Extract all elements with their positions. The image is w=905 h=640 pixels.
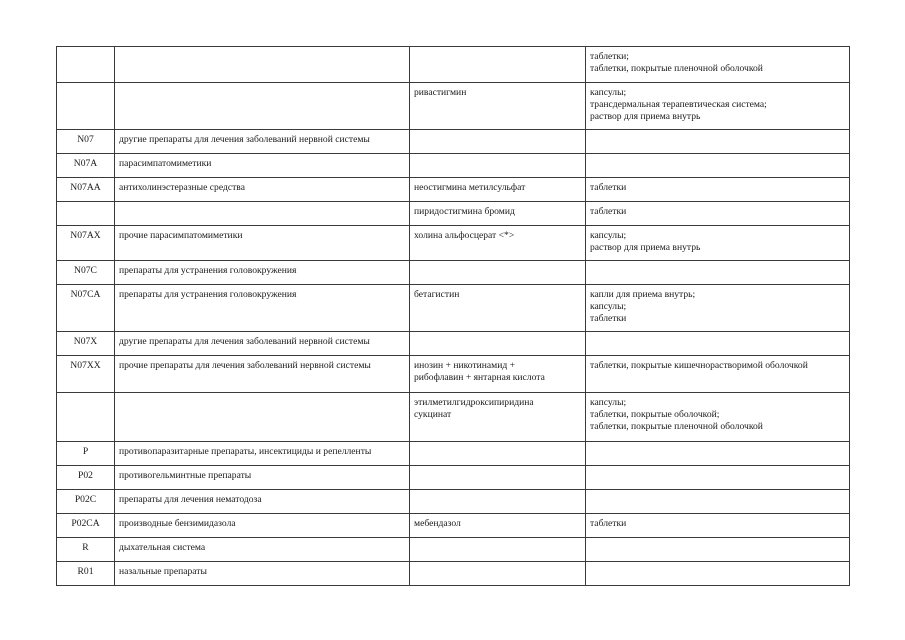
substance-cell — [410, 442, 586, 466]
atc-code-cell — [57, 47, 115, 83]
dosage-form-cell — [586, 261, 850, 285]
substance-cell: пиридостигмина бромид — [410, 202, 586, 226]
atc-code-cell: N07AA — [57, 178, 115, 202]
group-name-cell — [115, 202, 410, 226]
substance-cell — [410, 538, 586, 562]
drug-classification-table — [56, 46, 850, 586]
dosage-form-cell — [586, 442, 850, 466]
table-row — [57, 202, 850, 226]
group-name-cell: прочие препараты для лечения заболеваний нервной системы — [115, 356, 410, 393]
atc-code-cell — [57, 393, 115, 442]
atc-code-cell — [57, 83, 115, 130]
dosage-form-cell — [586, 562, 850, 586]
substance-cell: холина альфосцерат <*> — [410, 226, 586, 261]
substance-cell — [410, 332, 586, 356]
atc-code-cell: P02CA — [57, 514, 115, 538]
group-name-cell: парасимпатомиметики — [115, 154, 410, 178]
atc-code-cell: P — [57, 442, 115, 466]
group-name-cell: прочие парасимпатомиметики — [115, 226, 410, 261]
group-name-cell: противогельминтные препараты — [115, 466, 410, 490]
substance-cell: ривастигмин — [410, 83, 586, 130]
atc-code-cell: R — [57, 538, 115, 562]
table-row — [57, 130, 850, 154]
group-name-cell: другие препараты для лечения заболеваний нервной системы — [115, 130, 410, 154]
group-name-cell: другие препараты для лечения заболеваний нервной системы — [115, 332, 410, 356]
group-name-cell — [115, 393, 410, 442]
dosage-form-cell: таблетки — [586, 202, 850, 226]
table-body — [57, 47, 850, 586]
table-row — [57, 393, 850, 442]
group-name-cell: антихолинэстеразные средства — [115, 178, 410, 202]
table-row — [57, 490, 850, 514]
substance-cell — [410, 490, 586, 514]
substance-cell — [410, 562, 586, 586]
dosage-form-cell: капли для приема внутрь; капсулы; таблетки — [586, 285, 850, 332]
table-row — [57, 47, 850, 83]
group-name-cell: производные бензимидазола — [115, 514, 410, 538]
atc-code-cell: N07 — [57, 130, 115, 154]
dosage-form-cell: таблетки, покрытые кишечнорастворимой оболочкой — [586, 356, 850, 393]
atc-code-cell: N07CA — [57, 285, 115, 332]
substance-cell: этилметилгидроксипиридина сукцинат — [410, 393, 586, 442]
atc-code-cell: N07XX — [57, 356, 115, 393]
table-row — [57, 285, 850, 332]
table-row — [57, 562, 850, 586]
atc-code-cell — [57, 202, 115, 226]
group-name-cell: препараты для устранения головокружения — [115, 285, 410, 332]
group-name-cell: препараты для устранения головокружения — [115, 261, 410, 285]
atc-code-cell: R01 — [57, 562, 115, 586]
substance-cell — [410, 154, 586, 178]
table-row — [57, 538, 850, 562]
dosage-form-cell — [586, 538, 850, 562]
substance-cell: инозин + никотинамид + рибофлавин + янтарная кислота — [410, 356, 586, 393]
atc-code-cell: P02C — [57, 490, 115, 514]
atc-code-cell: N07A — [57, 154, 115, 178]
atc-code-cell: N07C — [57, 261, 115, 285]
dosage-form-cell — [586, 154, 850, 178]
substance-cell: бетагистин — [410, 285, 586, 332]
substance-cell — [410, 261, 586, 285]
table-row — [57, 154, 850, 178]
atc-code-cell: N07X — [57, 332, 115, 356]
table-row — [57, 514, 850, 538]
group-name-cell: назальные препараты — [115, 562, 410, 586]
dosage-form-cell: таблетки — [586, 514, 850, 538]
dosage-form-cell — [586, 466, 850, 490]
table-row — [57, 83, 850, 130]
dosage-form-cell: капсулы; трансдермальная терапевтическая система; раствор для приема внутрь — [586, 83, 850, 130]
group-name-cell: противопаразитарные препараты, инсектициды и репелленты — [115, 442, 410, 466]
dosage-form-cell — [586, 332, 850, 356]
substance-cell — [410, 130, 586, 154]
substance-cell — [410, 47, 586, 83]
atc-code-cell: P02 — [57, 466, 115, 490]
table-row — [57, 466, 850, 490]
table-row — [57, 356, 850, 393]
table-row — [57, 332, 850, 356]
group-name-cell — [115, 47, 410, 83]
substance-cell: мебендазол — [410, 514, 586, 538]
dosage-form-cell — [586, 490, 850, 514]
dosage-form-cell: капсулы; раствор для приема внутрь — [586, 226, 850, 261]
dosage-form-cell — [586, 130, 850, 154]
substance-cell — [410, 466, 586, 490]
table-row — [57, 226, 850, 261]
dosage-form-cell: капсулы; таблетки, покрытые оболочкой; таблетки, покрытые пленочной оболочкой — [586, 393, 850, 442]
table-row — [57, 261, 850, 285]
table-row — [57, 442, 850, 466]
substance-cell: неостигмина метилсульфат — [410, 178, 586, 202]
dosage-form-cell: таблетки — [586, 178, 850, 202]
dosage-form-cell: таблетки; таблетки, покрытые пленочной оболочкой — [586, 47, 850, 83]
group-name-cell: препараты для лечения нематодоза — [115, 490, 410, 514]
atc-code-cell: N07AX — [57, 226, 115, 261]
group-name-cell — [115, 83, 410, 130]
table-row — [57, 178, 850, 202]
group-name-cell: дыхательная система — [115, 538, 410, 562]
